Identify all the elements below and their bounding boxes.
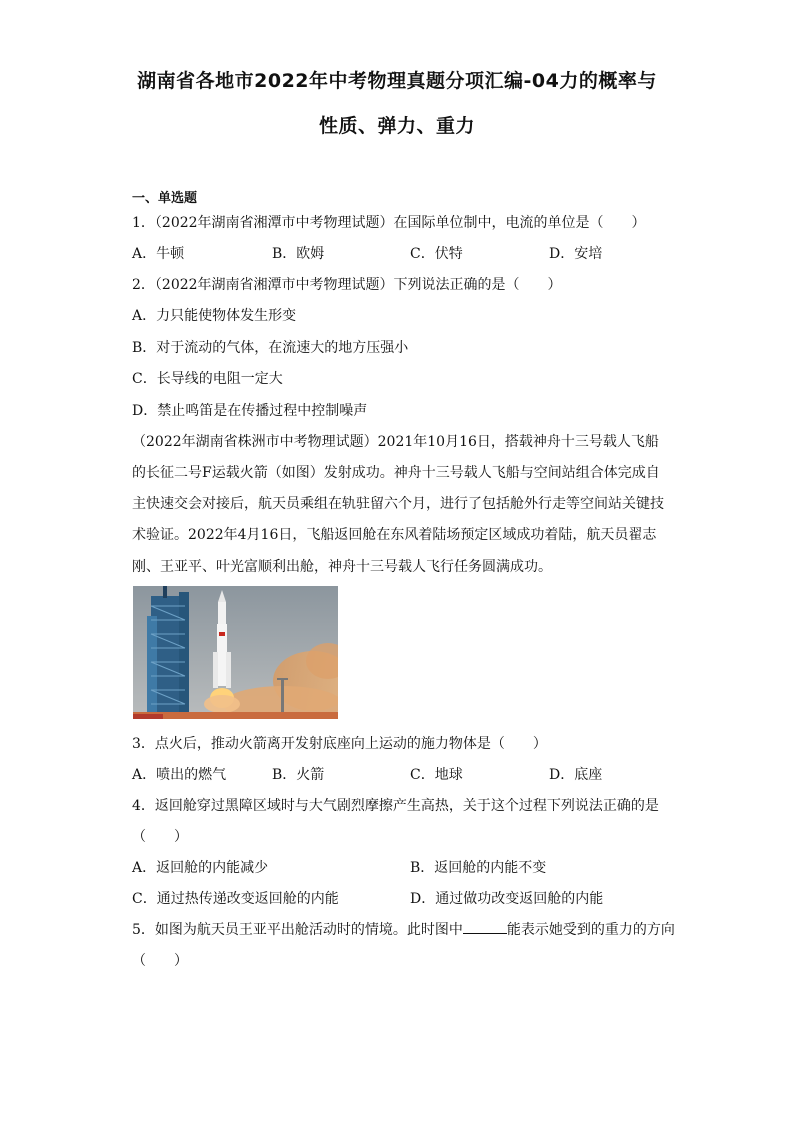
question-5-stem <box>132 919 675 939</box>
passage-line: （2022年湖南省株洲市中考物理试题）2021年10月16日，搭载神舟十三号载人飞船 <box>132 434 659 450</box>
question-4-option-a: A．返回舱的内能减少 <box>132 860 269 876</box>
rocket-launch-photo <box>133 586 338 719</box>
question-2-option-b: B．对于流动的气体，在流速大的地方压强小 <box>132 340 409 356</box>
question-4-option-c: C．通过热传递改变返回舱的内能 <box>132 891 339 907</box>
question-3-stem: 3．点火后，推动火箭离开发射底座向上运动的施力物体是（ ） <box>132 736 547 752</box>
question-1-stem: 1．（2022年湖南省湘潭市中考物理试题）在国际单位制中，电流的单位是（ ） <box>132 215 646 231</box>
passage-line: 主快速交会对接后，航天员乘组在轨驻留六个月，进行了包括舱外行走等空间站关键技 <box>132 496 664 512</box>
passage-line: 刚、王亚平、叶光富顺利出舱，神舟十三号载人飞行任务圆满成功。 <box>132 559 552 575</box>
passage-line: 的长征二号F运载火箭（如图）发射成功。神舟十三号载人飞船与空间站组合体完成自 <box>132 465 660 481</box>
question-1-option-b: B．欧姆 <box>272 246 325 262</box>
question-4-option-d: D．通过做功改变返回舱的内能 <box>410 891 604 907</box>
question-1-option-d: D．安培 <box>549 246 603 262</box>
question-5-stem-before: 5．如图为航天员王亚平出舱活动时的情境。此时图中 <box>132 922 463 938</box>
question-2-option-d: D．禁止鸣笛是在传播过程中控制噪声 <box>132 403 368 419</box>
question-4-stem: 4．返回舱穿过黑障区域时与大气剧烈摩擦产生高热，关于这个过程下列说法正确的是 <box>132 798 659 814</box>
question-3-option-c: C．地球 <box>410 767 463 783</box>
passage-line: 术验证。2022年4月16日，飞船返回舱在东风着陆场预定区域成功着陆，航天员翟志 <box>132 527 657 543</box>
question-1-option-c: C．伏特 <box>410 246 463 262</box>
question-1-option-a: A．牛顿 <box>132 246 185 262</box>
question-3-option-b: B．火箭 <box>272 767 325 783</box>
question-5-stem-after: 能表示她受到的重力的方向 <box>506 922 675 938</box>
document-title-line1: 湖南省各地市2022年中考物理真题分项汇编-04力的概率与 <box>137 70 657 92</box>
answer-blank[interactable] <box>463 921 507 934</box>
section-heading: 一、单选题 <box>132 191 198 206</box>
question-4-option-b: B．返回舱的内能不变 <box>410 860 547 876</box>
question-3-option-a: A．喷出的燃气 <box>132 767 227 783</box>
question-5-answer-paren: （ ） <box>132 953 188 969</box>
document-title-line2: 性质、弹力、重力 <box>318 115 475 137</box>
question-2-option-c: C．长导线的电阻一定大 <box>132 371 283 387</box>
question-2-option-a: A．力只能使物体发生形变 <box>132 308 297 324</box>
question-3-option-d: D．底座 <box>549 767 603 783</box>
question-2-stem: 2．（2022年湖南省湘潭市中考物理试题）下列说法正确的是（ ） <box>132 277 562 293</box>
question-4-answer-paren: （ ） <box>132 829 188 845</box>
